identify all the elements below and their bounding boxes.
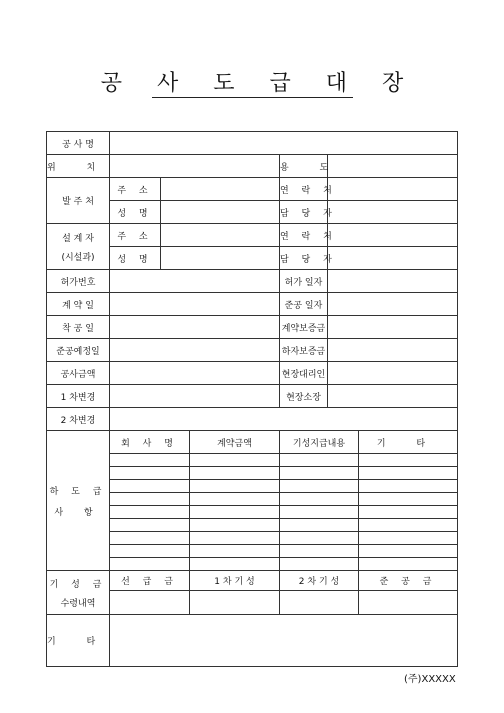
sub-cell[interactable] [359, 558, 458, 571]
sub-cell[interactable] [110, 558, 190, 571]
value-permit-date[interactable] [328, 270, 458, 293]
header-company-name: 회 사 명 [110, 431, 190, 454]
label-contract-bond: 계약보증금 [280, 316, 328, 339]
sub-cell[interactable] [190, 467, 280, 480]
document-title: 공 사 도 급 대 장 [100, 71, 418, 96]
label-location: 위 치 [47, 155, 110, 178]
header-second-progress: 2 차 기 성 [280, 571, 359, 591]
sub-cell[interactable] [110, 467, 190, 480]
header-advance-payment: 선 급 금 [110, 571, 190, 591]
value-client-manager[interactable] [328, 201, 458, 224]
label-subcontract-line1: 하 도 급 [49, 486, 107, 497]
label-permit-no: 허가번호 [47, 270, 110, 293]
label-site-manager: 현장소장 [280, 385, 328, 408]
value-second-progress[interactable] [280, 591, 359, 615]
value-first-progress[interactable] [190, 591, 280, 615]
label-project-name: 공 사 명 [47, 132, 110, 155]
sub-cell[interactable] [359, 467, 458, 480]
value-change1[interactable] [110, 385, 280, 408]
sub-cell[interactable] [110, 519, 190, 532]
label-defect-bond: 하자보증금 [280, 339, 328, 362]
sub-cell[interactable] [190, 519, 280, 532]
label-payment-line1: 기 성 금 [49, 579, 107, 590]
sub-cell[interactable] [280, 519, 359, 532]
sub-cell[interactable] [190, 532, 280, 545]
value-client-contact[interactable] [328, 178, 458, 201]
header-first-progress: 1 차 기 성 [190, 571, 280, 591]
sub-cell[interactable] [280, 493, 359, 506]
sub-cell[interactable] [359, 493, 458, 506]
label-client-contact: 연 락 처 [280, 178, 328, 201]
sub-cell[interactable] [190, 506, 280, 519]
header-completion-payment: 준 공 금 [359, 571, 458, 591]
sub-cell[interactable] [359, 454, 458, 467]
label-designer-contact: 연 락 처 [280, 224, 328, 247]
label-change1: 1 차변경 [47, 385, 110, 408]
sub-cell[interactable] [359, 519, 458, 532]
value-advance-payment[interactable] [110, 591, 190, 615]
value-contract-date[interactable] [110, 293, 280, 316]
sub-cell[interactable] [190, 545, 280, 558]
sub-cell[interactable] [110, 454, 190, 467]
label-change2: 2 차변경 [47, 408, 110, 431]
company-footer: (주)XXXXX [404, 674, 456, 685]
label-designer-sub: (시설과) [61, 252, 95, 263]
value-defect-bond[interactable] [328, 339, 458, 362]
label-designer [47, 224, 110, 270]
sub-cell[interactable] [110, 545, 190, 558]
value-etc[interactable] [110, 615, 458, 667]
label-client-manager: 담 당 자 [280, 201, 328, 224]
label-site-agent: 현장대리인 [280, 362, 328, 385]
value-planned-completion[interactable] [110, 339, 280, 362]
sub-cell[interactable] [190, 480, 280, 493]
header-contract-amount: 계약금액 [190, 431, 280, 454]
value-site-manager[interactable] [328, 385, 458, 408]
sub-cell[interactable] [280, 467, 359, 480]
label-subcontract [47, 431, 110, 571]
sub-cell[interactable] [190, 558, 280, 571]
value-completion-payment[interactable] [359, 591, 458, 615]
sub-cell[interactable] [110, 532, 190, 545]
sub-cell[interactable] [280, 545, 359, 558]
label-client-name: 성 명 [110, 201, 161, 224]
label-start-date: 착 공 일 [47, 316, 110, 339]
sub-cell[interactable] [190, 454, 280, 467]
sub-cell[interactable] [190, 493, 280, 506]
label-client: 발 주 처 [47, 178, 110, 224]
label-contract-amount: 공사금액 [47, 362, 110, 385]
header-progress-payment: 기성지급내용 [280, 431, 359, 454]
sub-cell[interactable] [110, 493, 190, 506]
label-designer-name: 성 명 [110, 247, 161, 270]
label-designer-manager: 담 당 자 [280, 247, 328, 270]
value-start-date[interactable] [110, 316, 280, 339]
value-designer-address[interactable] [161, 224, 280, 247]
label-contract-date: 계 약 일 [47, 293, 110, 316]
value-client-address[interactable] [161, 178, 280, 201]
value-change2[interactable] [110, 408, 458, 431]
contract-register-table [46, 131, 458, 667]
sub-cell[interactable] [110, 480, 190, 493]
label-permit-date: 허가 일자 [280, 270, 328, 293]
label-planned-completion: 준공예정일 [47, 339, 110, 362]
value-client-name[interactable] [161, 201, 280, 224]
sub-cell[interactable] [280, 506, 359, 519]
value-site-agent[interactable] [328, 362, 458, 385]
label-client-address: 주 소 [110, 178, 161, 201]
label-designer-main: 설 계 자 [62, 233, 94, 244]
sub-cell[interactable] [110, 506, 190, 519]
label-payment-line2: 수령내역 [60, 598, 96, 609]
value-designer-contact[interactable] [328, 224, 458, 247]
sub-cell[interactable] [359, 506, 458, 519]
value-designer-name[interactable] [161, 247, 280, 270]
sub-cell[interactable] [359, 480, 458, 493]
title-underline [152, 97, 353, 98]
value-contract-amount[interactable] [110, 362, 280, 385]
header-etc: 기 타 [359, 431, 458, 454]
label-etc: 기 타 [47, 615, 110, 667]
value-designer-manager[interactable] [328, 247, 458, 270]
label-designer-address: 주 소 [110, 224, 161, 247]
sub-cell[interactable] [280, 454, 359, 467]
label-usage: 용 도 [280, 155, 328, 178]
value-permit-no[interactable] [110, 270, 280, 293]
value-usage[interactable] [328, 155, 458, 178]
sub-cell[interactable] [359, 532, 458, 545]
label-subcontract-line2: 사 항 [54, 507, 102, 518]
sub-cell[interactable] [280, 558, 359, 571]
value-completion-date[interactable] [328, 293, 458, 316]
label-completion-date: 준공 일자 [280, 293, 328, 316]
value-project-name[interactable] [110, 132, 458, 155]
sub-cell[interactable] [280, 532, 359, 545]
sub-cell[interactable] [359, 545, 458, 558]
value-contract-bond[interactable] [328, 316, 458, 339]
value-location[interactable] [110, 155, 280, 178]
label-payment [47, 571, 110, 615]
sub-cell[interactable] [280, 480, 359, 493]
